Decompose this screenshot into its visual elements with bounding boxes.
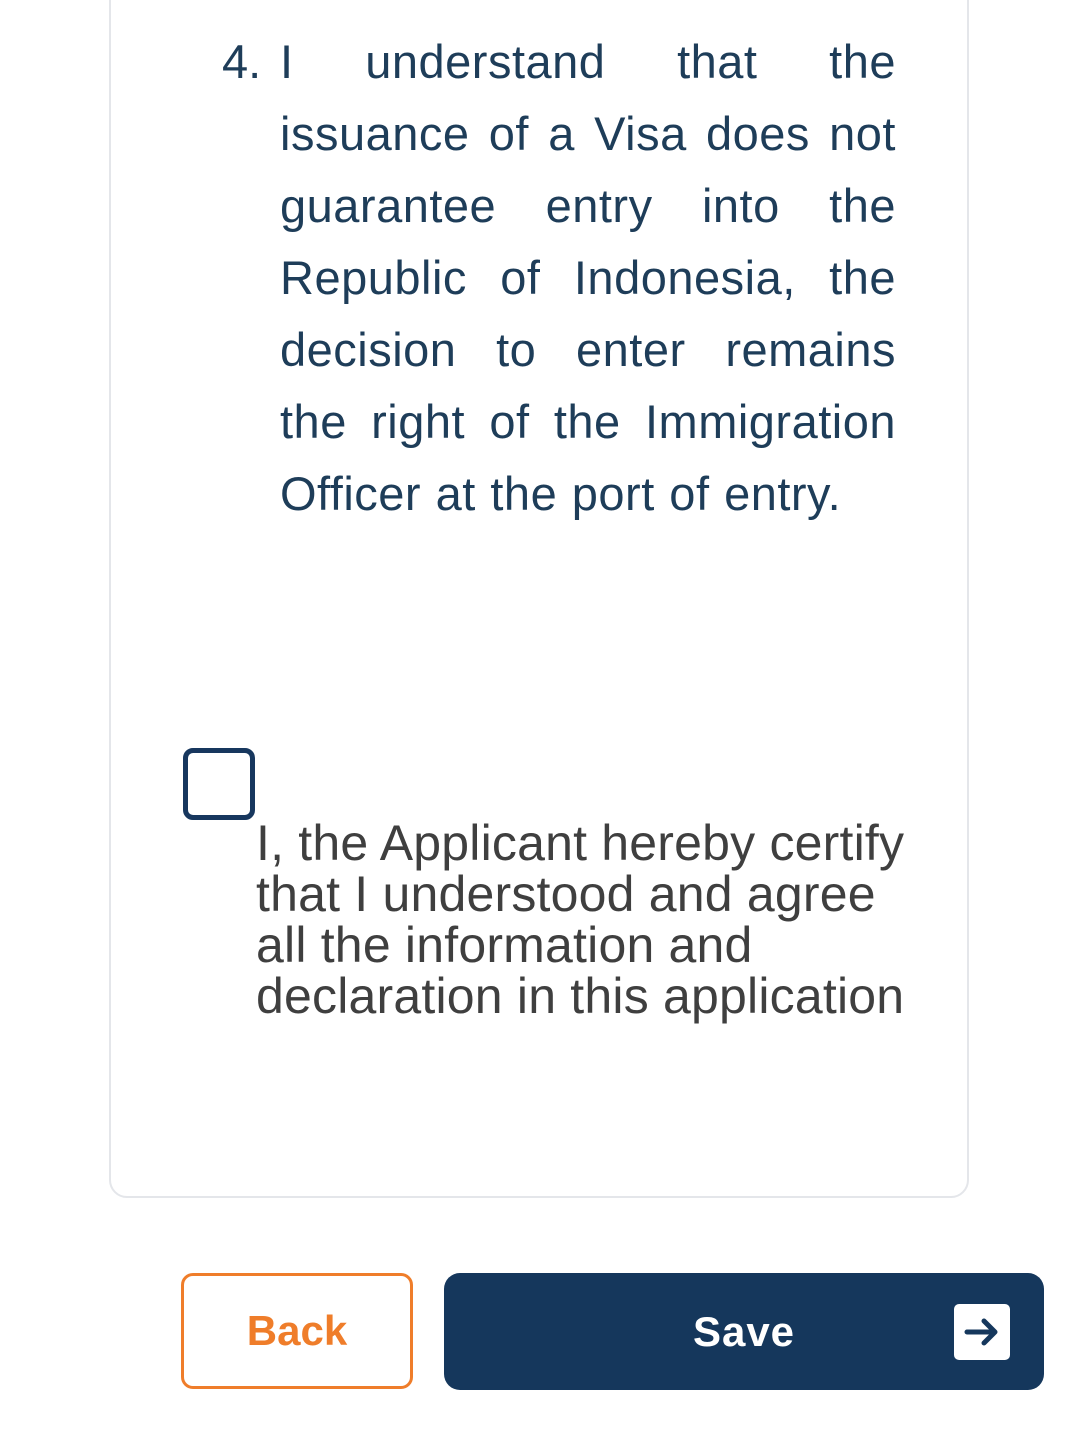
save-button[interactable] <box>444 1273 1044 1390</box>
declaration-item-text: I understand that the issuance of a Visa does not guarantee entry into the Republic of Indonesia, the decision to enter remains the right of the Immigration Officer at the port of entry. <box>280 35 896 520</box>
back-button[interactable]: Back <box>181 1273 413 1389</box>
arrow-right-icon <box>954 1304 1010 1360</box>
agreement-checkbox[interactable] <box>183 748 255 820</box>
agreement-text: I, the Applicant hereby certify that I understood and agree all the information and declaration in this application <box>256 815 905 1024</box>
declaration-item-4 <box>222 26 898 530</box>
declaration-item-number: 4. <box>222 35 262 88</box>
save-button-label: Save <box>692 1307 796 1355</box>
